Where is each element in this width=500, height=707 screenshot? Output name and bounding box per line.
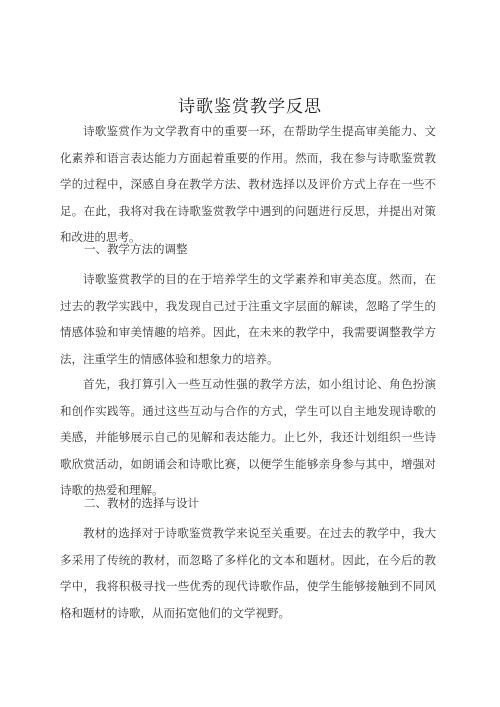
- section-heading-materials: 二、教材的选择与设计: [84, 496, 199, 510]
- document-title: 诗歌鉴赏教学反思: [178, 97, 322, 117]
- paragraph-interactive-methods: 首先，我打算引入一些互动性强的教学方法，如小组讨论、角色扮演和创作实践等。通过这些互动与合作的方式，学生可以自主地发现诗歌的美感，并能够展示自己的见解和表达能力。止匕外，我还计划组织一些诗歌欣赏活动，如朗诵会和诗歌比赛，以便学生能够亲身参与其中，增强对诗歌的热爱和理解。: [60, 377, 436, 497]
- paragraph-materials: 教材的选择对于诗歌鉴赏教学来说至关重要。在过去的教学中，我大多采用了传统的教材，而忽略了多样化的文本和题材。因此，在今后的教学中，我将积极寻找一些优秀的现代诗歌作品，使学生能够接触到不同风格和题材的诗歌，从而拓宽他们的文学视野。: [60, 526, 436, 620]
- section-heading-teaching-methods: 一、教学方法的调整: [84, 242, 188, 256]
- paragraph-intro: 诗歌鉴赏作为文学教育中的重要一环，在帮助学生提高审美能力、文化素养和语言表达能力方面起着重要的作用。然而，我在参与诗歌鉴赏教学的过程中，深感自身在教学方法、教材选择以及评价方式上存在一些不足。在此，我将对我在诗歌鉴赏教学中遇到的问题进行反思，并提出对策和改进的思考。: [60, 124, 436, 244]
- paragraph-teaching-methods: 诗歌鉴赏教学的目的在于培养学生的文学素养和审美态度。然而，在过去的教学实践中，我发现自己过于注重文字层面的解读，忽略了学生的情感体验和审美情趣的培养。因此，在未来的教学中，我需要调整教学方法，注重学生的情感体验和想象力的培养。: [60, 272, 436, 366]
